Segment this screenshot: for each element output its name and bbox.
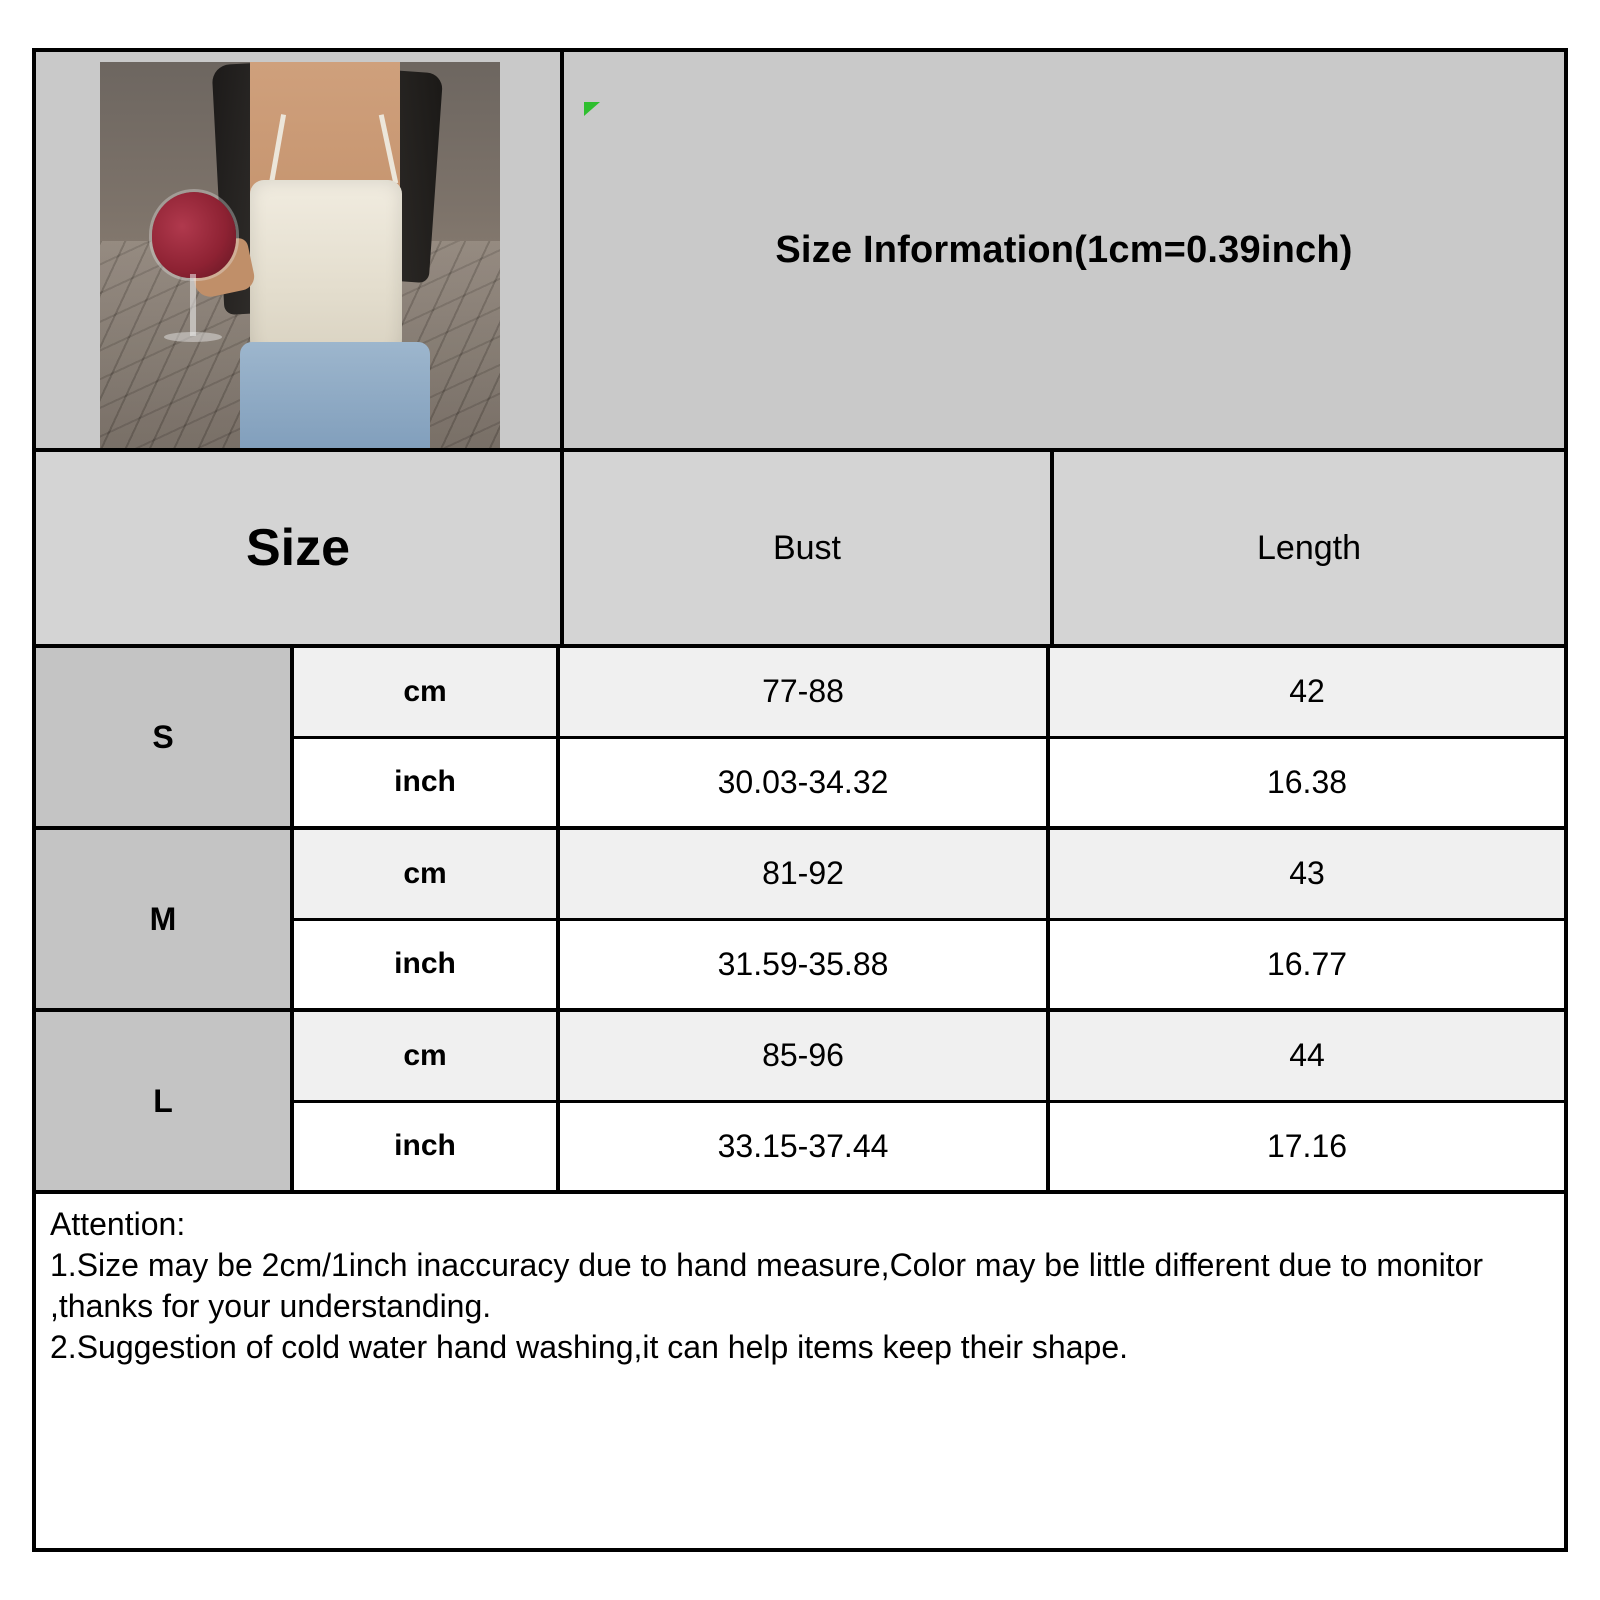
header-size: Size xyxy=(36,452,564,644)
unit-inch: inch xyxy=(294,1103,560,1191)
bust-m-inch: 31.59-35.88 xyxy=(560,921,1050,1009)
title-cell xyxy=(564,52,1564,448)
row-m-cm xyxy=(294,830,1564,921)
length-m-inch: 16.77 xyxy=(1266,945,1348,982)
header-length: Length xyxy=(1257,528,1361,567)
row-l-inch xyxy=(294,1103,1564,1191)
photo-wine-glass-bowl xyxy=(152,192,236,278)
bust-l-cm: 85-96 xyxy=(560,1012,1050,1100)
size-chart-card xyxy=(32,48,1568,1552)
unit-cm: cm xyxy=(294,1012,560,1100)
green-corner-marker-icon xyxy=(584,102,600,116)
bust-l-inch: 33.15-37.44 xyxy=(560,1103,1050,1191)
unit-inch: inch xyxy=(294,921,560,1009)
header-bust: Bust xyxy=(564,452,1054,644)
length-s-inch: 16.38 xyxy=(1266,763,1348,800)
table-header-row xyxy=(36,452,1564,648)
row-s-inch xyxy=(294,739,1564,827)
length-s-cm: 42 xyxy=(1289,673,1325,710)
page-title: Size Information(1cm=0.39inch) xyxy=(775,228,1353,271)
row-m-inch xyxy=(294,921,1564,1009)
unit-cm: cm xyxy=(294,830,560,918)
photo-wine-glass-foot xyxy=(164,332,222,342)
attention-heading: Attention: xyxy=(50,1206,186,1242)
table-row xyxy=(36,1012,1564,1194)
table-row xyxy=(36,830,1564,1012)
table-row xyxy=(36,648,1564,830)
unit-inch: inch xyxy=(294,739,560,827)
photo-jeans xyxy=(240,342,430,448)
photo-wine-glass-stem xyxy=(190,274,196,336)
row-l-cm xyxy=(294,1012,1564,1103)
unit-cm: cm xyxy=(294,648,560,736)
product-photo-cell xyxy=(36,52,564,448)
row-s-cm xyxy=(294,648,1564,739)
bust-s-cm: 77-88 xyxy=(560,648,1050,736)
product-photo xyxy=(100,62,500,448)
bust-s-inch: 30.03-34.32 xyxy=(560,739,1050,827)
size-label-m: M xyxy=(36,830,294,1008)
attention-section xyxy=(36,1194,1564,1368)
size-label-s: S xyxy=(36,648,294,826)
top-band xyxy=(36,52,1564,452)
bust-m-cm: 81-92 xyxy=(560,830,1050,918)
length-l-inch: 17.16 xyxy=(1266,1127,1348,1164)
attention-note-1: 1.Size may be 2cm/1inch inaccuracy due to hand measure,Color may be little different due to monitor ,thanks for your understanding. xyxy=(50,1246,1484,1324)
length-m-cm: 43 xyxy=(1289,855,1325,892)
length-l-cm: 44 xyxy=(1289,1037,1325,1074)
size-label-l: L xyxy=(36,1012,294,1190)
attention-note-2: 2.Suggestion of cold water hand washing,it can help items keep their shape. xyxy=(50,1328,1128,1365)
photo-cami-top xyxy=(250,180,402,365)
